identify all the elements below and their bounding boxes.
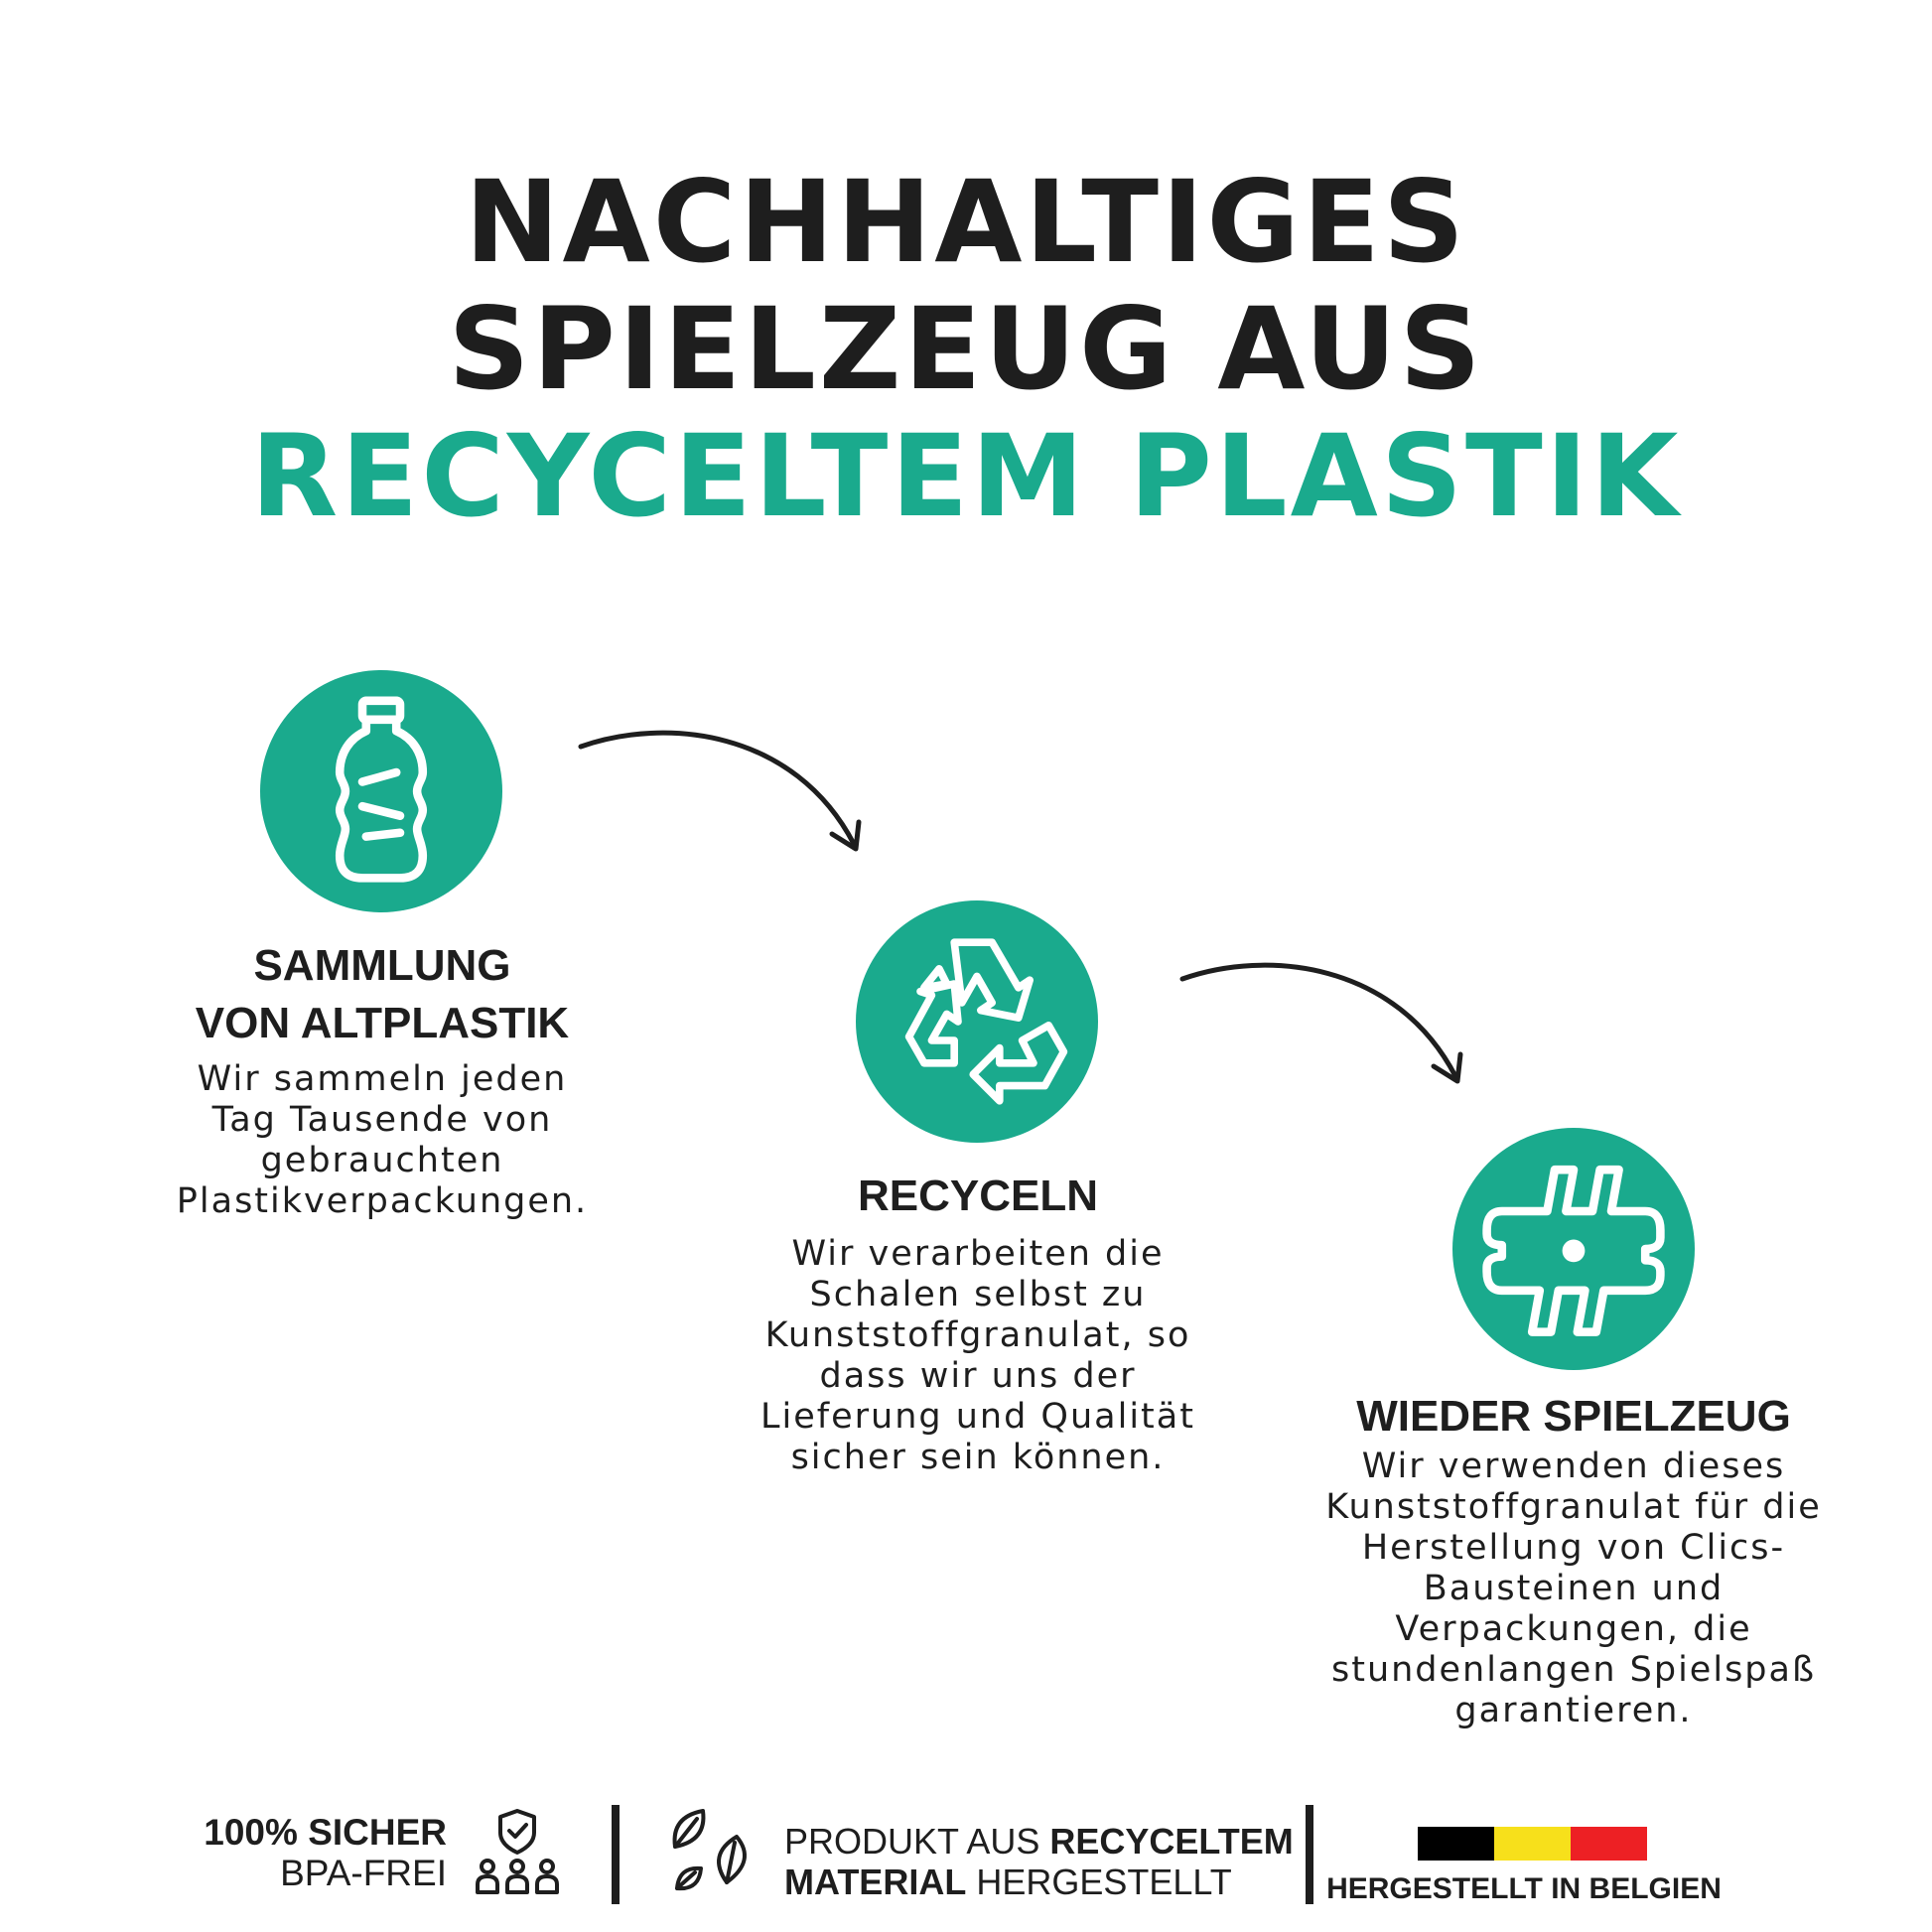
step-3-icon-circle	[1452, 1128, 1695, 1370]
step-3-desc-line: Herstellung von Clics-	[1361, 1528, 1786, 1568]
footer-safety-text	[179, 1812, 447, 1893]
step-2-icon-circle	[856, 900, 1098, 1143]
flag-stripe-yellow	[1494, 1827, 1571, 1861]
arrow-step-1-to-2	[576, 725, 874, 864]
step-3-desc-line: Wir verwenden dieses	[1361, 1447, 1786, 1486]
title-line-3: RECYCELTEM PLASTIK	[250, 410, 1682, 542]
step-3-description	[1291, 1447, 1857, 1731]
step-3-title-line: WIEDER SPIELZEUG	[1356, 1392, 1791, 1441]
step-3-desc-line: Verpackungen, die	[1395, 1609, 1752, 1649]
step-3-desc-line: Kunststoffgranulat für die	[1325, 1487, 1822, 1527]
step-1-desc-line: Wir sammeln jeden	[197, 1059, 568, 1099]
flag-stripe-black	[1418, 1827, 1494, 1861]
shield-family-icon	[475, 1807, 560, 1896]
leaves-icon	[667, 1807, 757, 1896]
step-3-desc-line: stundenlangen Spielspaß	[1330, 1650, 1817, 1690]
step-2-desc-line: Wir verarbeiten die	[791, 1234, 1165, 1274]
recycle-icon	[883, 927, 1071, 1116]
clics-building-block-icon	[1479, 1155, 1668, 1343]
step-1-icon-circle	[260, 670, 502, 912]
step-1-title-line: VON ALTPLASTIK	[195, 999, 570, 1047]
step-3-title	[1301, 1388, 1847, 1446]
step-2-title	[750, 1168, 1206, 1225]
step-2-desc-line: Kunststoffgranulat, so	[764, 1315, 1191, 1355]
title-line-2: SPIELZEUG AUS	[448, 283, 1484, 415]
step-1-desc-line: Tag Tausende von	[211, 1100, 553, 1140]
step-1-desc-line: gebrauchten	[260, 1141, 504, 1180]
plastic-bottle-icon	[287, 697, 476, 886]
material-line-1-bold: RECYCELTEM	[1049, 1821, 1294, 1862]
step-2-desc-line: sicher sein können.	[790, 1438, 1166, 1477]
origin-label: HERGESTELLT IN BELGIEN	[1326, 1872, 1722, 1905]
flag-stripe-red	[1571, 1827, 1647, 1861]
step-2-desc-line: dass wir uns der	[819, 1356, 1137, 1396]
safety-line-2: BPA-FREI	[280, 1853, 447, 1893]
step-2-desc-line: Lieferung und Qualität	[760, 1397, 1195, 1437]
step-2-title-line: RECYCELN	[857, 1172, 1099, 1220]
belgian-flag-icon	[1418, 1827, 1647, 1861]
step-3-desc-line: Bausteinen und	[1423, 1569, 1725, 1608]
footer-material-text	[784, 1821, 1301, 1902]
footer-divider-2	[1306, 1805, 1313, 1904]
step-2-desc-line: Schalen selbst zu	[809, 1275, 1147, 1314]
step-3-desc-line: garantieren.	[1454, 1691, 1693, 1730]
material-line-2-regular: HERGESTELLT	[966, 1862, 1232, 1902]
title-line-1: NACHHALTIGES	[465, 156, 1467, 288]
material-line-2-bold: MATERIAL	[784, 1862, 967, 1902]
step-1-title-line: SAMMLUNG	[253, 941, 511, 990]
step-1-title	[159, 937, 606, 1052]
arrow-step-2-to-3	[1177, 957, 1475, 1096]
step-1-description	[159, 1059, 606, 1222]
step-1-desc-line: Plastikverpackungen.	[176, 1181, 589, 1221]
footer-divider-1	[612, 1805, 620, 1904]
safety-line-1: 100% SICHER	[204, 1812, 447, 1853]
step-2-description	[730, 1234, 1226, 1478]
material-line-1-regular: PRODUKT AUS	[784, 1821, 1050, 1862]
